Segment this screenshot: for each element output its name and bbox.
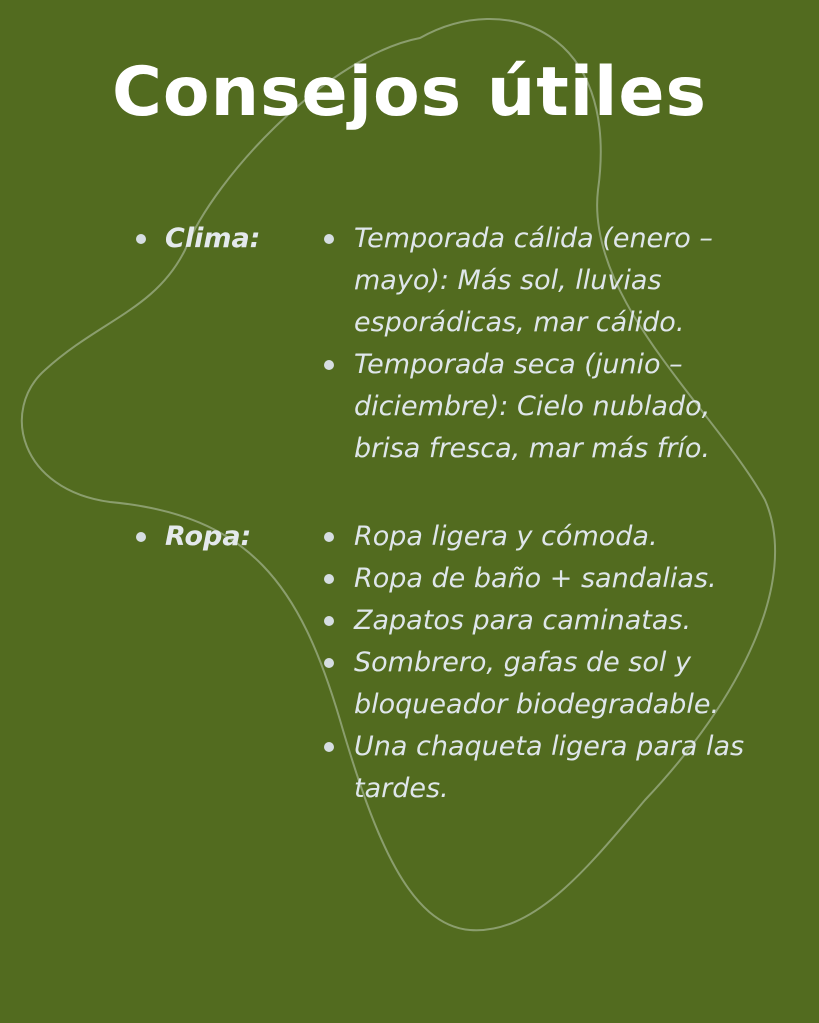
list-item (322, 726, 772, 810)
page-title: Consejos útiles (112, 53, 707, 132)
list-item (322, 600, 772, 642)
list-item (322, 558, 772, 600)
bullet-icon (324, 360, 334, 370)
list-item (322, 218, 772, 344)
section-label-row (136, 516, 251, 558)
list-item (322, 642, 772, 726)
list-item (322, 516, 772, 558)
bullet-icon (324, 234, 334, 244)
bullet-icon (136, 532, 146, 542)
list-item (322, 344, 772, 470)
bullet-icon (324, 616, 334, 626)
bullet-icon (324, 574, 334, 584)
ropa-list (322, 516, 772, 810)
bullet-icon (136, 234, 146, 244)
section-label: Clima: (165, 223, 261, 254)
bullet-icon (324, 658, 334, 668)
bullet-icon (324, 532, 334, 542)
list-item-text: Temporada cálida (enero – mayo): Más sol, lluvias esporádicas, mar cálido. (354, 223, 713, 338)
bullet-icon (324, 742, 334, 752)
list-item-text: Ropa de baño + sandalias. (354, 563, 717, 594)
list-item-text: Zapatos para caminatas. (354, 605, 692, 636)
list-item-text: Ropa ligera y cómoda. (354, 521, 658, 552)
list-item-text: Sombrero, gafas de sol y bloqueador biodegradable. (354, 647, 720, 720)
section-label-row (136, 218, 260, 260)
list-item-text: Una chaqueta ligera para las tardes. (354, 731, 745, 804)
clima-list (322, 218, 772, 470)
list-item-text: Temporada seca (junio – diciembre): Cielo nublado, brisa fresca, mar más frío. (354, 349, 711, 464)
section-label: Ropa: (165, 521, 252, 552)
